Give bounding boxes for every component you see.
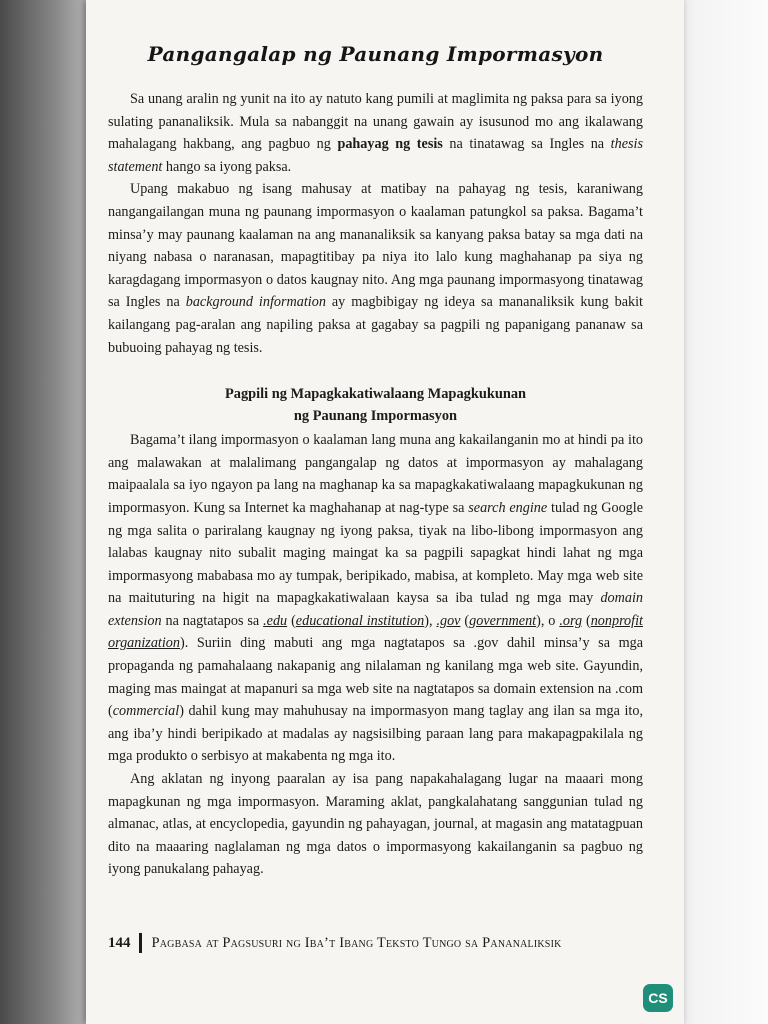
text-run: government	[469, 612, 537, 629]
text-run: thesis statement	[108, 136, 643, 175]
text-run: .edu	[263, 612, 288, 629]
text-run: background information	[185, 294, 326, 311]
text-run: educational institution	[295, 612, 425, 629]
text-run: nonprofit organization	[108, 612, 643, 652]
text-run: ). Suriin ding mabuti ang mga nagtatapos sa .gov dahil minsa’y sa mga propaganda ng pamahalaang nakapanig ang nilalaman ng kanilang mga web site. Gayundin, maging mas maingat at mapanuri sa mga web site na nagtatapos sa domain extension na .com (	[108, 635, 643, 720]
text-run: ),	[424, 612, 437, 629]
body-section	[108, 429, 643, 881]
camscanner-logo-icon: CS	[643, 984, 673, 1012]
text-run: na tinatawag sa Ingles na	[442, 136, 611, 153]
text-run: commercial	[112, 703, 180, 720]
page-number: 144	[108, 934, 131, 951]
text-run: Sa unang aralin ng yunit na ito ay natuto kang pumili at maglimita ng paksa para sa iyong sulating pananaliksik. Mula sa nabanggit na unang gawain ay isusunod mo ang ikalawang mahalagang hakbang, ang pagbuo ng	[108, 91, 643, 153]
page-footer	[108, 933, 648, 953]
text-run: ay magbibigay ng ideya sa mananaliksik kung bakit kailangang pag-aralan ang napiling paksa at gagabay sa pagpili ng papanigang pananaw sa bubuoing pahayag ng tesis.	[108, 294, 644, 356]
text-run: search engine	[468, 499, 548, 516]
page-content	[108, 42, 643, 881]
text-run: ), o	[536, 612, 560, 629]
text-run: hango sa iyong paksa.	[162, 158, 292, 175]
text-run: domain extension	[108, 590, 643, 629]
text-run: Bagama’t ilang impormasyon o kaalaman lang muna ang kakailanganin mo at hindi pa ito ang malawakan at malalimang pangangalap ng datos at impormasyon ay mahalagang maipaalala sa iyo ngayon pa lang na maghanap ka sa mapagkakatiwalaang mapagkukunan ng impormasyon. Kung sa Internet ka maghahanap at nag-type sa	[108, 432, 643, 516]
section-heading-line-2: ng Paunang Impormasyon	[293, 408, 458, 425]
text-run: .gov	[436, 612, 461, 629]
text-run: (	[460, 612, 470, 629]
text-run: (	[582, 612, 591, 629]
paragraph	[108, 178, 643, 359]
text-run: (	[287, 612, 296, 629]
paragraph	[108, 768, 643, 881]
text-run: na nagtatapos sa	[161, 612, 264, 629]
section-heading-line-1: Pagpili ng Mapagkakatiwalaang Mapagkukunan	[224, 386, 527, 403]
intro-section	[108, 88, 643, 359]
text-run: pahayag ng tesis	[337, 136, 443, 153]
text-run: Upang makabuo ng isang mahusay at matibay na pahayag ng tesis, karaniwang nangangailangan muna ng paunang impormasyon o kaalaman patungkol sa paksa. Bagama’t minsa’y may paunang kaalaman na ang mananaliksik sa kanyang paksa batay sa mga dati na niyang nabasa o naranasan, mapagtitibay pa niya ito lalo kung maghahanap pa siya ng karagdagang impormasyon o datos kaugnay nito. Ang mga paunang impormasyong tinatawag sa Ingles na	[108, 181, 643, 311]
text-run: .org	[559, 612, 583, 629]
paragraph	[108, 429, 643, 768]
paragraph	[108, 88, 643, 178]
page-title: Pangangalap ng Paunang Impormasyon	[147, 42, 604, 66]
book-title: Pagbasa at Pagsusuri ng Iba’t Ibang Teksto Tungo sa Pananaliksik	[151, 934, 562, 951]
footer-divider	[139, 933, 142, 953]
text-run: ) dahil kung may mahuhusay na impormasyon mang taglay ang ilan sa mga ito, ang iba’y hindi beripikado at madalas ay nagsisilbing paraan lang para makapagpakilala ng mga produkto o serbisyo at makabenta ng mga ito.	[108, 703, 643, 765]
text-run: tulad ng Google ng mga salita o pariralang kaugnay ng iyong paksa, tiyak na libo-libong impormasyon ang lalabas kaugnay nito subalit maging maingat ka sa pagpili sapagkat hindi lahat ng mga impormasyong mababasa mo ay tumpak, beripikado, mabisa, at kompleto. May mga web site na maituturing na higit na mapagkakatiwalaan kaysa sa iba tulad ng mga may	[108, 499, 644, 607]
text-run: Ang aklatan ng inyong paaralan ay isa pang napakahalagang lugar na maaari mong mapagkunan ng mga impormasyon. Maraming aklat, pangkalahatang sanggunian tulad ng almanac, atlas, at encyclopedia, gayundin ng pahayagan, journal, at magasin ang matatagpuan dito na maaaring naglalaman ng mga datos o impormasyong kakailanganin sa pagbuo ng iyong panukalang pahayag.	[108, 771, 643, 878]
document-page	[86, 0, 684, 1024]
section-heading	[108, 383, 643, 427]
background-left	[0, 0, 95, 1024]
